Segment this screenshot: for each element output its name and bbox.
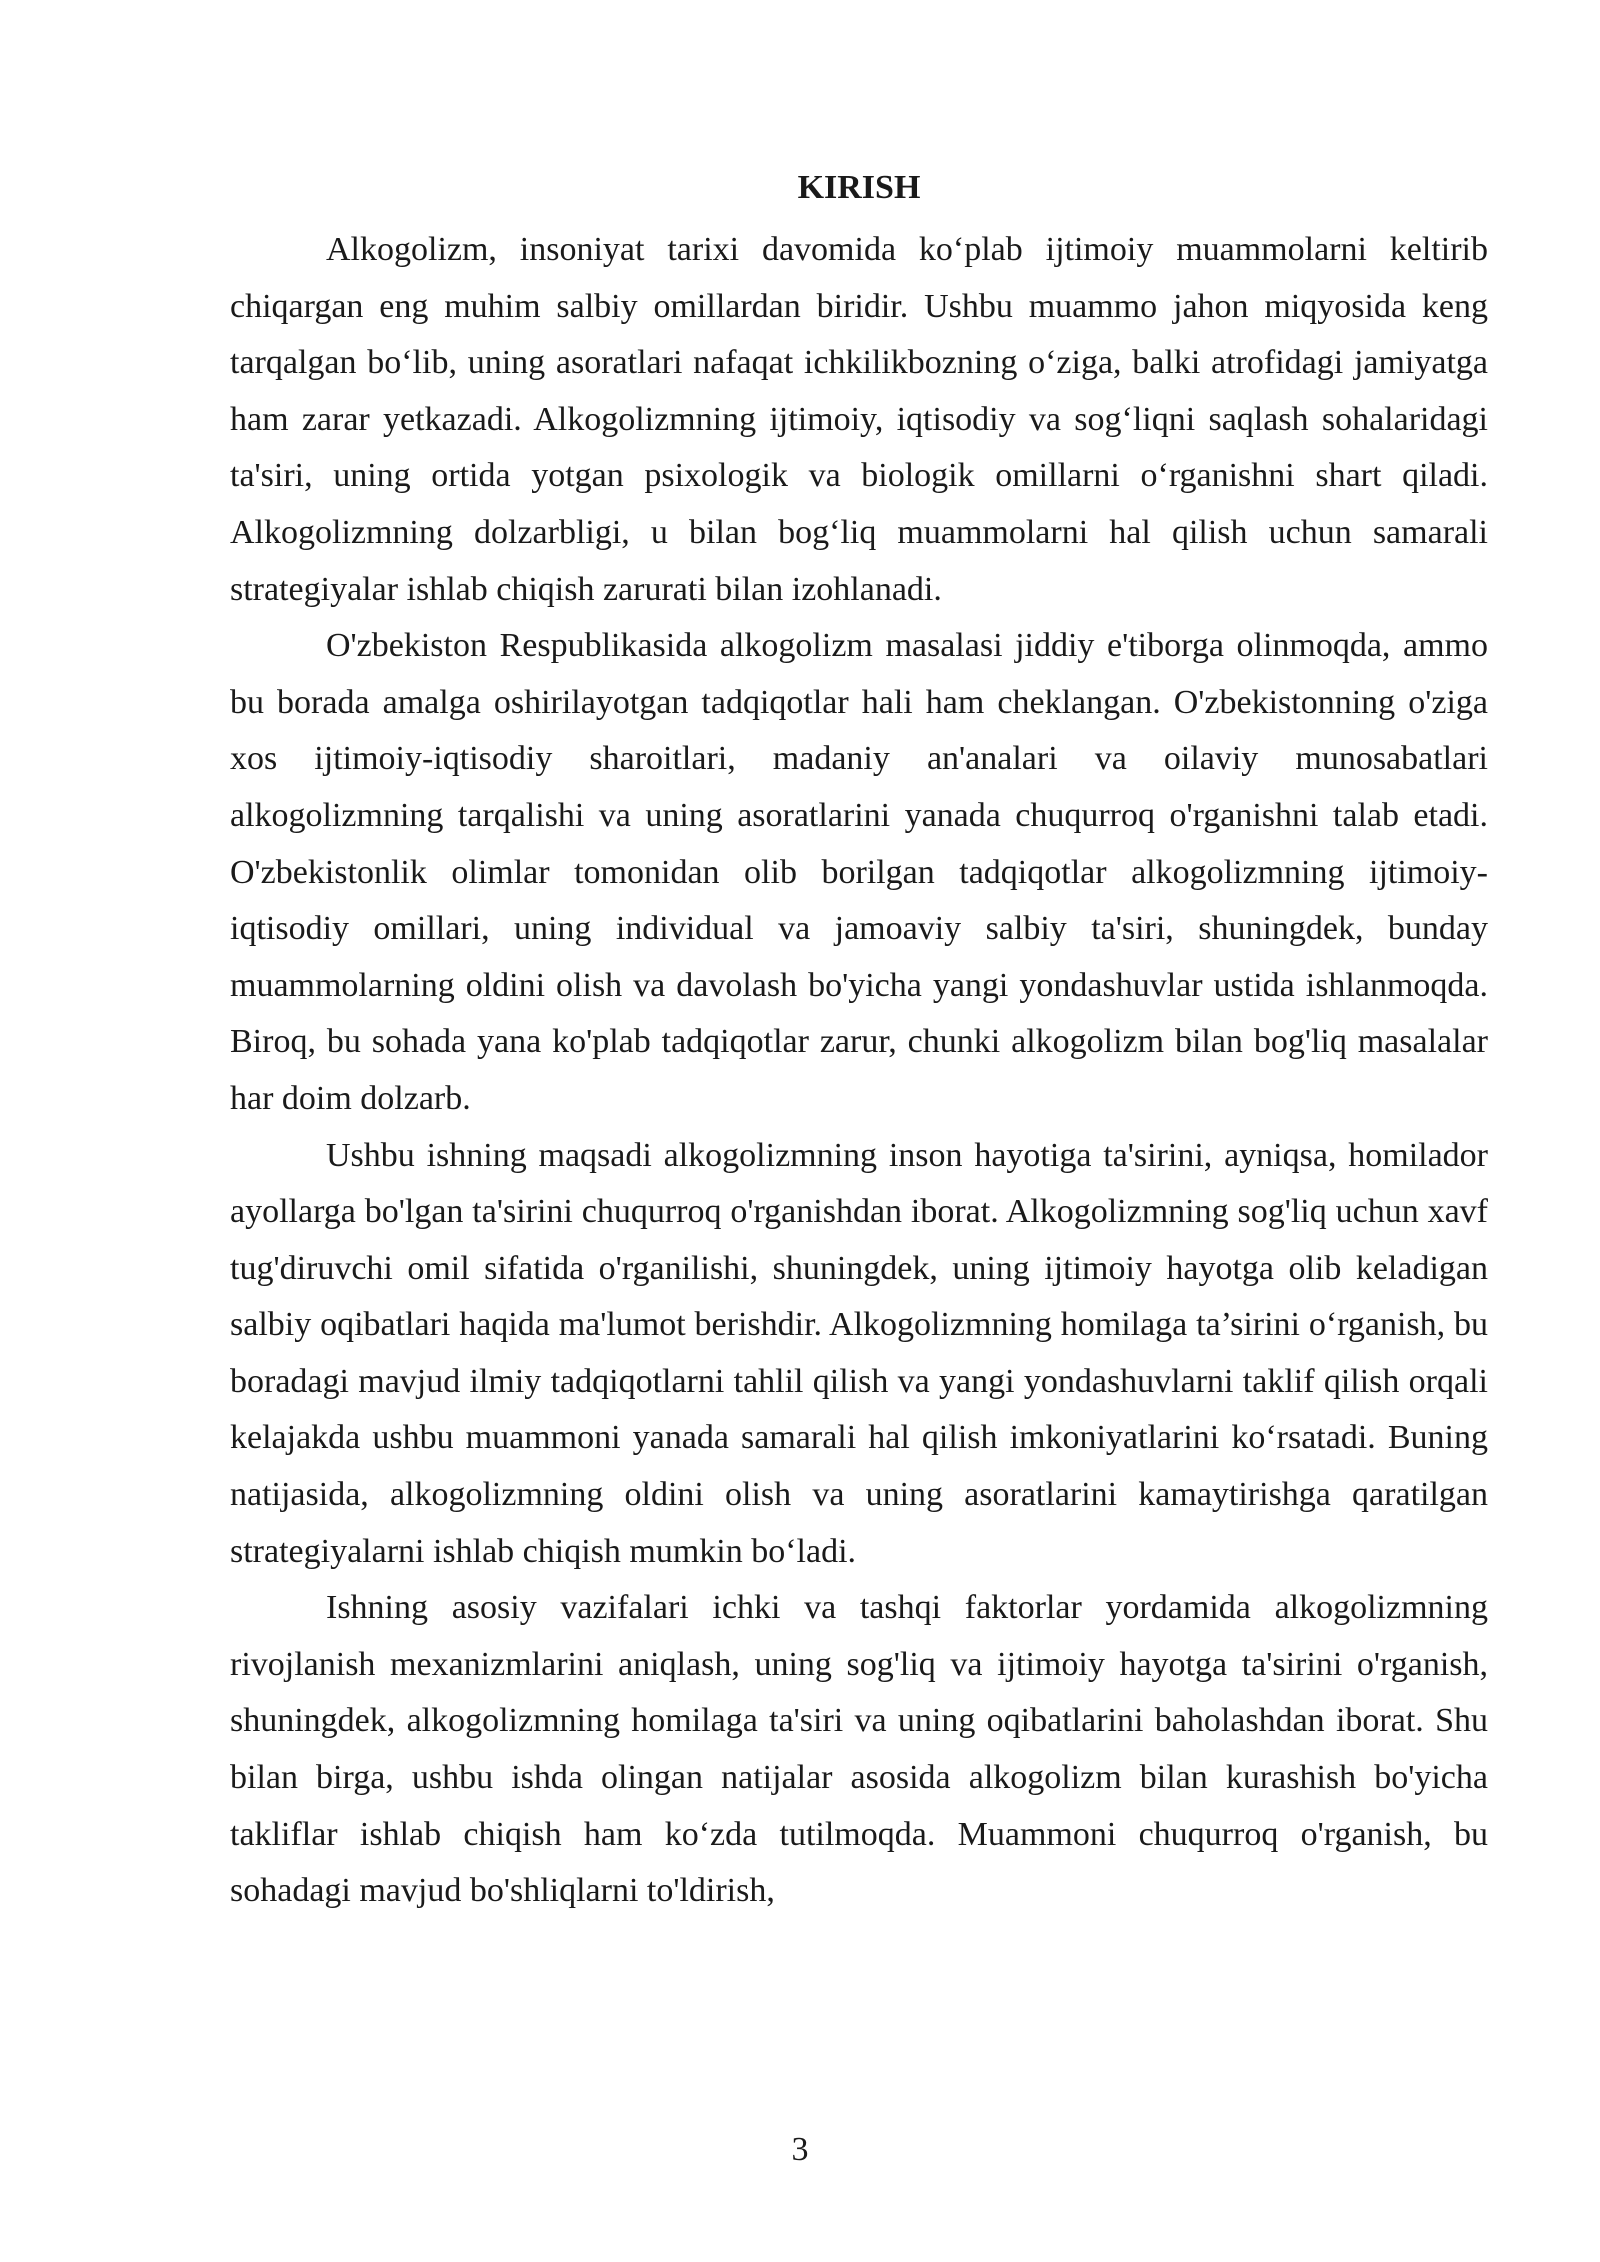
paragraph-3: Ushbu ishning maqsadi alkogolizmning inson hayotiga ta'sirini, ayniqsa, homilador ayollarga bo'lgan ta'sirini chuqurroq o'rganishdan iborat. Alkogolizmning sog'liq uchun xavf tug'diruvchi omil sifatida o'rganilishi, shuningdek, uning ijtimoiy hayotga olib keladigan salbiy oqibatlari haqida ma'lumot berishdir. Alkogolizmning homilaga ta’sirini o‘rganish, bu boradagi mavjud ilmiy tadqiqotlarni tahlil qilish va yangi yondashuvlarni taklif qilish orqali kelajakda ushbu muammoni yanada samarali hal qilish imkoniyatlarini ko‘rsatadi. Buning natijasida, alkogolizmning oldini olish va uning asoratlarini kamaytirishga qaratilgan strategiyalarni ishlab chiqish mumkin bo‘ladi. (230, 1136, 1488, 1570)
document-page (230, 160, 1488, 1920)
paragraph-2: O'zbekiston Respublikasida alkogolizm masalasi jiddiy e'tiborga olinmoqda, ammo bu borada amalga oshirilayotgan tadqiqotlar hali ham cheklangan. O'zbekistonning o'ziga xos ijtimoiy-iqtisodiy sharoitlari, madaniy an'analari va oilaviy munosabatlari alkogolizmning tarqalishi va uning asoratlarini yanada chuqurroq o'rganishni talab etadi. O'zbekistonlik olimlar tomonidan olib borilgan tadqiqotlar alkogolizmning ijtimoiy-iqtisodiy omillari, uning individual va jamoaviy salbiy ta'siri, shuningdek, bunday muammolarning oldini olish va davolash bo'yicha yangi yondashuvlar ustida ishlanmoqda. Biroq, bu sohada yana ko'plab tadqiqotlar zarur, chunki alkogolizm bilan bog'liq masalalar har doim dolzarb. (230, 627, 1488, 1117)
paragraph-1: Alkogolizm, insoniyat tarixi davomida ko‘plab ijtimoiy muammolarni keltirib chiqargan eng muhim salbiy omillardan biridir. Ushbu muammo jahon miqyosida keng tarqalgan bo‘lib, uning asoratlari nafaqat ichkilikbozning o‘ziga, balki atrofidagi jamiyatga ham zarar yetkazadi. Alkogolizmning ijtimoiy, iqtisodiy va sog‘liqni saqlash sohalaridagi ta'siri, uning ortida yotgan psixologik va biologik omillarni o‘rganishni shart qiladi. Alkogolizmning dolzarbligi, u bilan bog‘liq muammolarni hal qilish uchun samarali strategiyalar ishlab chiqish zarurati bilan izohlanadi. (230, 231, 1488, 608)
section-title: KIRISH (797, 169, 921, 206)
page-number: 3 (791, 2131, 809, 2168)
paragraph-4: Ishning asosiy vazifalari ichki va tashqi faktorlar yordamida alkogolizmning rivojlanish mexanizmlarini aniqlash, uning sog'liq va ijtimoiy hayotga ta'sirini o'rganish, shuningdek, alkogolizmning homilaga ta'siri va uning oqibatlarini baholashdan iborat. Shu bilan birga, ushbu ishda olingan natijalar asosida alkogolizm bilan kurashish bo'yicha takliflar ishlab chiqish ham ko‘zda tutilmoqda. Muammoni chuqurroq o'rganish, bu sohadagi mavjud bo'shliqlarni to'ldirish, (230, 1589, 1488, 1910)
